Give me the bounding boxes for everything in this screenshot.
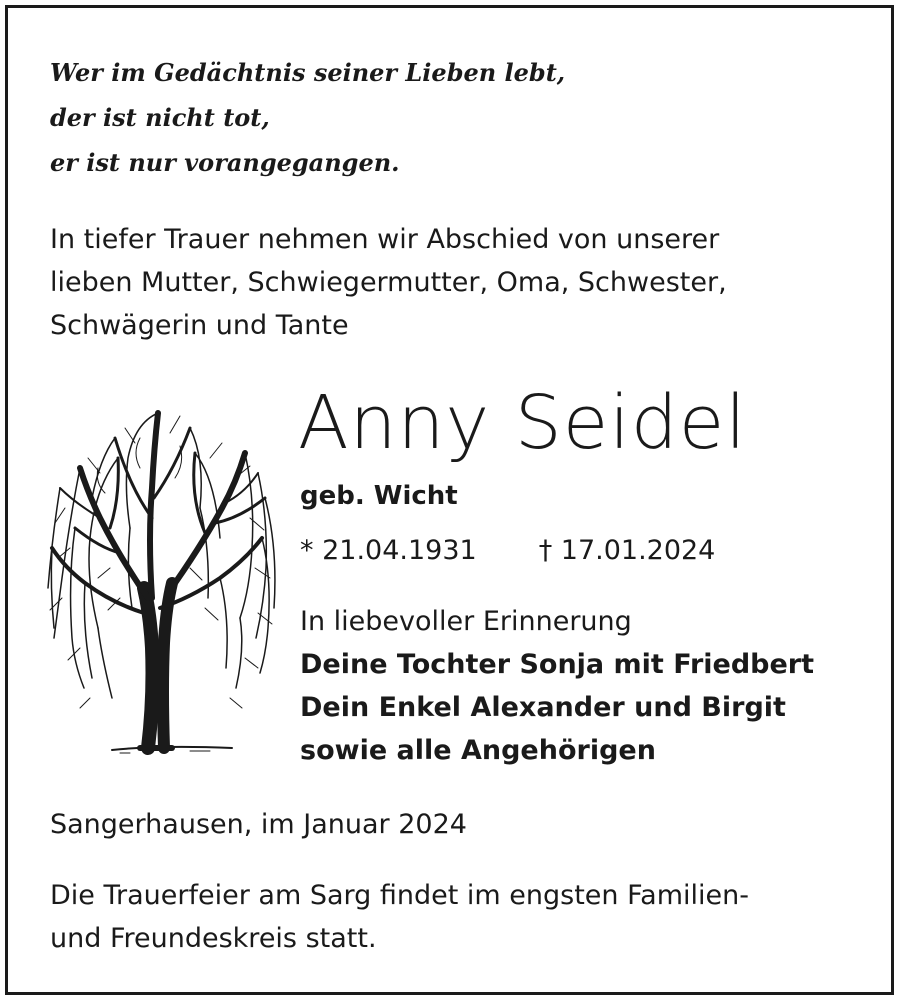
deceased-name: Anny Seidel: [298, 380, 747, 466]
mourner-line-2: Dein Enkel Alexander und Birgit: [300, 692, 786, 723]
intro-line-1: In tiefer Trauer nehmen wir Abschied von unserer: [50, 224, 720, 255]
quote-line-2: der ist nicht tot,: [50, 103, 270, 132]
funeral-note: [50, 874, 749, 960]
place-date: Sangerhausen, im Januar 2024: [50, 809, 467, 840]
quote-block: [50, 50, 565, 185]
death-date: † 17.01.2024: [538, 535, 716, 566]
tree-icon: [40, 398, 280, 763]
mourners-block: [300, 600, 814, 772]
life-dates: [300, 530, 715, 572]
funeral-line-1: Die Trauerfeier am Sarg findet im engsten Familien-: [50, 880, 749, 911]
funeral-line-2: und Freundeskreis statt.: [50, 923, 377, 954]
quote-line-3: er ist nur vorangegangen.: [50, 148, 400, 177]
birth-name: geb. Wicht: [300, 481, 458, 511]
intro-line-2: lieben Mutter, Schwiegermutter, Oma, Schwester,: [50, 267, 727, 298]
intro-line-3: Schwägerin und Tante: [50, 310, 349, 341]
birth-date: * 21.04.1931: [300, 535, 477, 566]
intro-text: [50, 218, 727, 347]
mourner-line-3: sowie alle Angehörigen: [300, 735, 656, 766]
mourners-intro: In liebevoller Erinnerung: [300, 606, 632, 637]
quote-line-1: Wer im Gedächtnis seiner Lieben lebt,: [50, 58, 566, 87]
mourner-line-1: Deine Tochter Sonja mit Friedbert: [300, 649, 815, 680]
